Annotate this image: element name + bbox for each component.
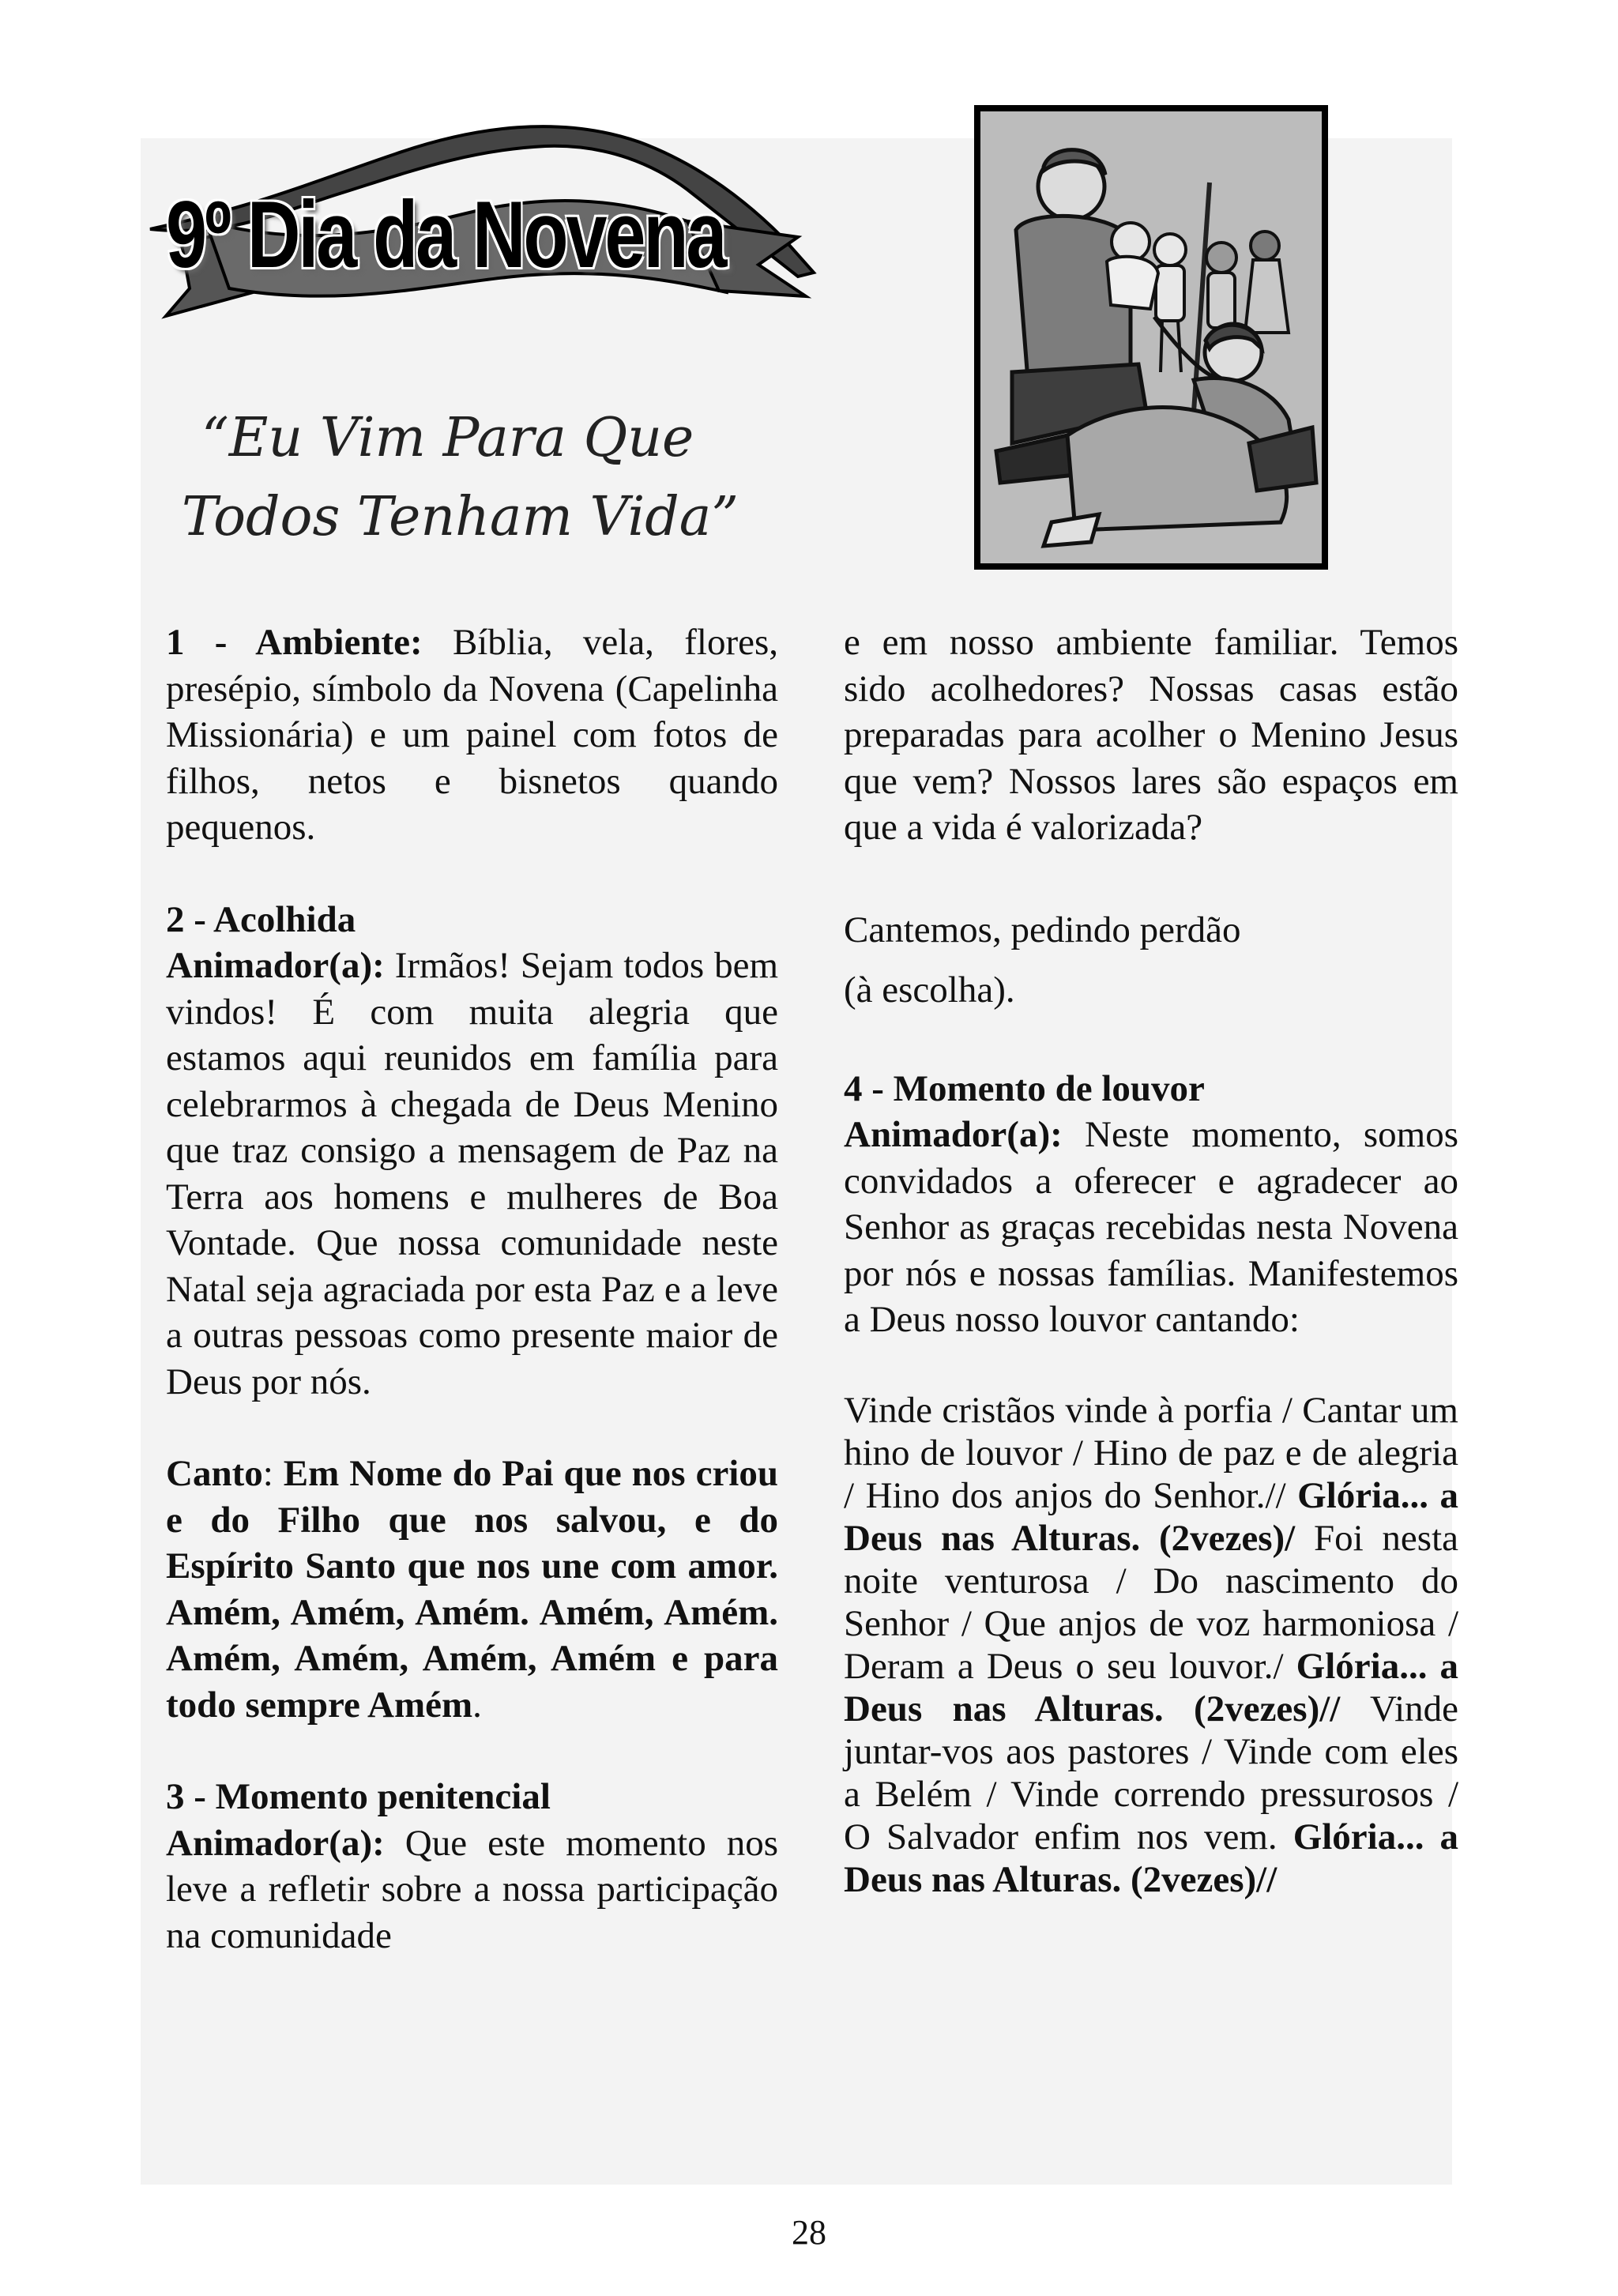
- penitencial-heading-text: 3 - Momento penitencial: [166, 1776, 551, 1817]
- hymn-verse-1: Vinde cristãos vinde à porfia / Cantar um hino de louvor / Hino de paz e de alegria / Hino dos anjos do Senhor.//: [844, 1389, 1458, 1516]
- left-text-column: [166, 619, 778, 1959]
- louvor-paragraph: [844, 1112, 1458, 1343]
- acolhida-paragraph: [166, 943, 778, 1405]
- acolhida-animador-label: Animador(a):: [166, 945, 385, 986]
- louvor-heading: [844, 1066, 1458, 1112]
- acolhida-heading: [166, 897, 778, 943]
- subtitle-line-2: Todos Tenham Vida”: [182, 486, 739, 548]
- ambiente-paragraph: [166, 619, 778, 851]
- louvor-heading-text: 4 - Momento de louvor: [844, 1067, 1205, 1109]
- canto-colon: :: [262, 1453, 284, 1494]
- subtitle-line-1: “Eu Vim Para Que: [201, 407, 694, 469]
- acolhida-text: Irmãos! Sejam todos bem vindos! É com muita alegria que estamos aqui reunidos em família para celebrarmos à chegada de Deus Menino que traz consigo a mensagem de Paz na Terra aos homens e mulheres de Boa Vontade. Que nossa comunidade neste Natal seja agraciada por esta Paz e a leve a outras pessoas como presente maior de Deus por nós.: [166, 945, 778, 1402]
- theme-subtitle: [182, 399, 814, 557]
- canto-label: Canto: [166, 1453, 263, 1494]
- family-with-children-illustration-icon: [980, 111, 1322, 563]
- cantemos-line-2: (à escolha).: [844, 969, 1015, 1011]
- louvor-text: Neste momento, somos convidados a oferecer e agradecer ao Senhor as graças recebidas nesta Novena por nós e nossas famílias. Manifestemos a Deus nosso louvor cantando:: [844, 1114, 1459, 1340]
- canto-end: .: [472, 1684, 482, 1726]
- page-number: 28: [792, 2213, 826, 2252]
- hymn-verse-3: Vinde juntar-vos aos pastores / Vinde com eles a Belém / Vinde correndo pressurosos / O Salvador enfim nos vem.: [844, 1688, 1458, 1858]
- hymn-verse-2: Foi nesta noite venturosa / Do nascimento do Senhor / Que anjos de voz harmoniosa / Deram a Deus o seu louvor./: [844, 1517, 1458, 1687]
- family-illustration: [974, 105, 1328, 570]
- cantemos-line-1: Cantemos, pedindo perdão: [844, 909, 1241, 950]
- hymn-refrain-1: Glória... a Deus nas Alturas. (2vezes)/: [844, 1474, 1458, 1559]
- penitencial-animador-label: Animador(a):: [166, 1822, 385, 1864]
- penitencial-text: Que este momento nos leve a refletir sobre a nossa participação na comunidade: [166, 1822, 778, 1956]
- ambiente-text: Bíblia, vela, flores, presépio, símbolo da Novena (Capelinha Missionária) e um painel com fotos de filhos, netos e bisnetos quando pequenos.: [166, 622, 778, 848]
- ambiente-label: 1 - Ambiente:: [166, 622, 423, 663]
- hymn-refrain-2: Glória... a Deus nas Alturas. (2vezes)//: [844, 1645, 1458, 1730]
- penitencial-continued: e em nosso ambiente familiar. Temos sido acolhedores? Nossas casas estão preparadas para acolher o Menino Jesus que vem? Nossos lares são espaços em que a vida é valorizada?: [844, 622, 1458, 848]
- louvor-animador-label: Animador(a):: [844, 1114, 1063, 1155]
- penitencial-paragraph: [166, 1820, 778, 1959]
- acolhida-heading-text: 2 - Acolhida: [166, 898, 356, 940]
- canto-lyrics: Em Nome do Pai que nos criou e do Filho que nos salvou, e do Espírito Santo que nos une com amor. Amém, Amém, Amém. Amém, Amém. Amém, Amém, Amém, Amém e para todo sempre Amém: [166, 1453, 778, 1726]
- right-text-column: [844, 619, 1458, 1901]
- hymn-refrain-3: Glória... a Deus nas Alturas. (2vezes)//: [844, 1816, 1458, 1900]
- canto-paragraph: [166, 1451, 778, 1728]
- penitencial-heading: [166, 1774, 778, 1820]
- hymn-lyrics: [844, 1389, 1458, 1901]
- novena-day-title: 9º Dia da Novena: [166, 182, 725, 288]
